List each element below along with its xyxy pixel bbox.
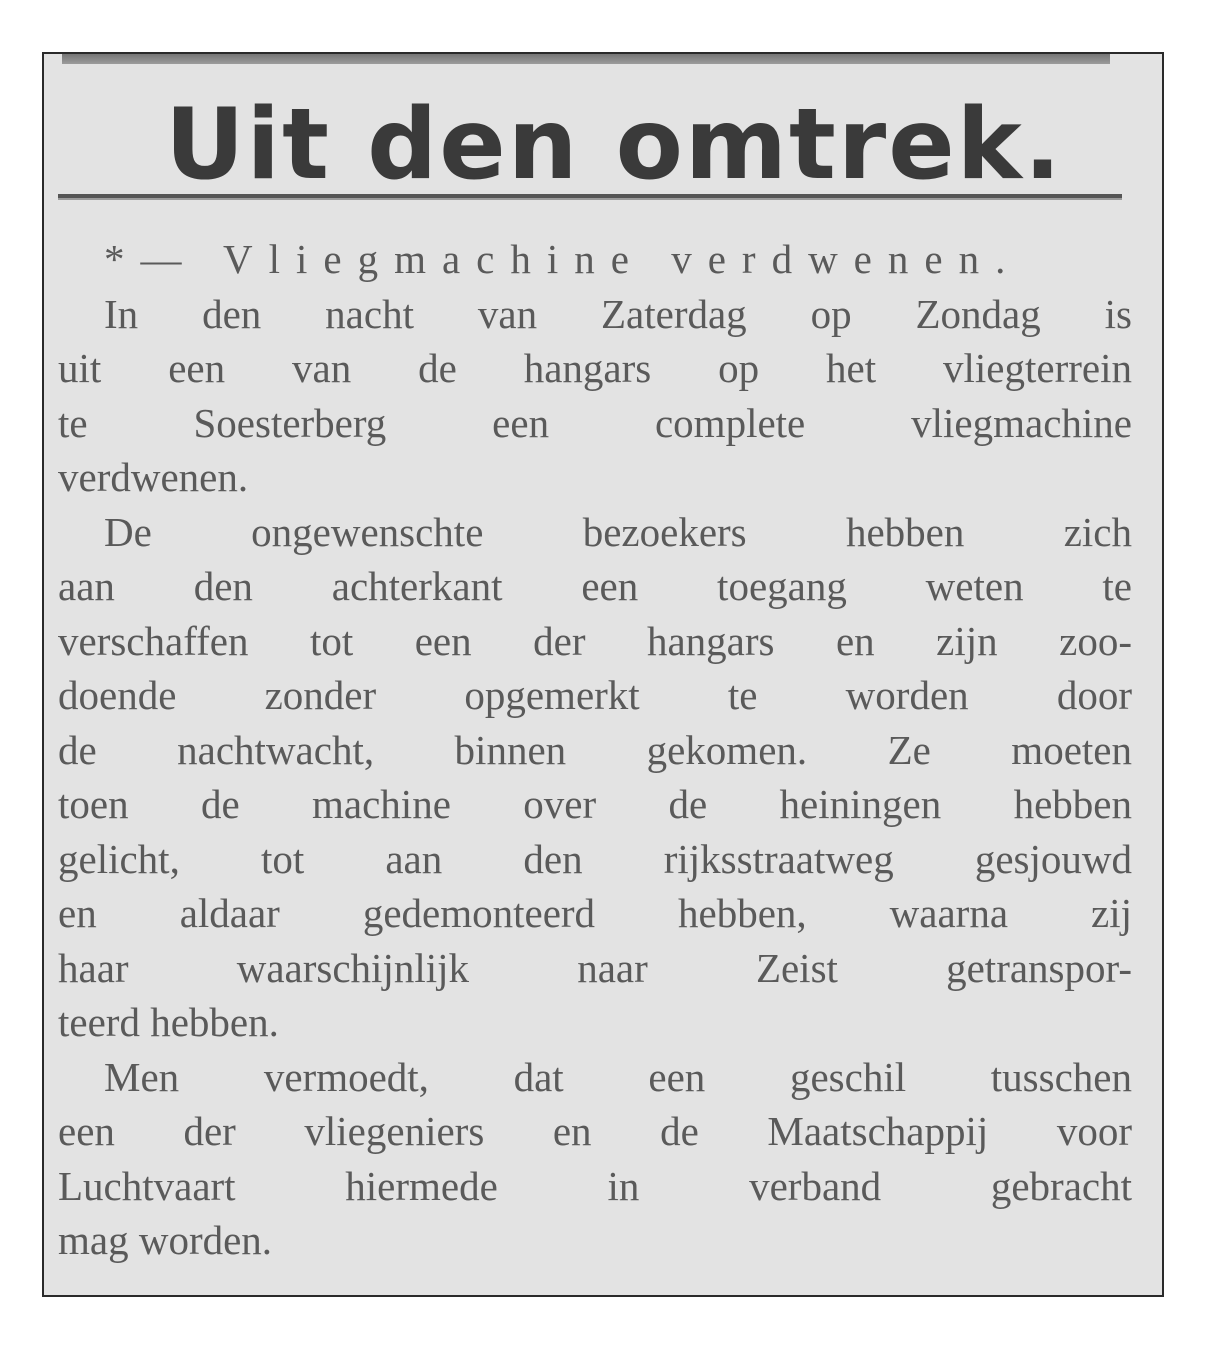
text-line: Men vermoedt, dat een geschil tusschen — [104, 1053, 1132, 1100]
text-line: mag worden. — [58, 1217, 273, 1263]
newspaper-clipping — [42, 52, 1164, 1297]
text-line: teerd hebben. — [58, 999, 279, 1045]
paragraph-1 — [58, 287, 1132, 505]
text-line: In den nacht van Zaterdag op Zondag is — [104, 290, 1132, 337]
text-line: verschaffen tot een der hangars en zijn zoo- — [58, 617, 1132, 664]
text-line: doende zonder opgemerkt te worden door — [58, 672, 1132, 718]
text-line: haar waarschijnlijk naar Zeist getranspor- — [58, 944, 1132, 991]
headline: Uit den omtrek. — [164, 88, 1064, 202]
top-rule — [62, 54, 1110, 64]
text-line: en aldaar gedemonteerd hebben, waarna zij — [58, 890, 1132, 936]
paragraph-3 — [58, 1050, 1132, 1268]
text-line: Luchtvaart hiermede in verband gebracht — [58, 1162, 1132, 1209]
text-line: verdwenen. — [58, 454, 249, 500]
headline-rule — [58, 194, 1122, 200]
text-line: toen de machine over de heiningen hebben — [58, 781, 1132, 827]
text-line: De ongewenschte bezoekers hebben zich — [104, 508, 1132, 555]
text-line: een der vliegeniers en de Maatschappij voor — [58, 1108, 1132, 1154]
text-line: aan den achterkant een toegang weten te — [58, 563, 1132, 609]
article-subhead: *— Vliegmachine verdwenen. — [104, 236, 1022, 282]
text-line: uit een van de hangars op het vliegterrein — [58, 345, 1132, 391]
text-line: de nachtwacht, binnen gekomen. Ze moeten — [58, 726, 1132, 773]
paragraph-2 — [58, 505, 1132, 1050]
article-body — [58, 232, 1132, 1268]
text-line: te Soesterberg een complete vliegmachine — [58, 399, 1132, 446]
text-line: gelicht, tot aan den rijksstraatweg gesjouwd — [58, 835, 1132, 882]
